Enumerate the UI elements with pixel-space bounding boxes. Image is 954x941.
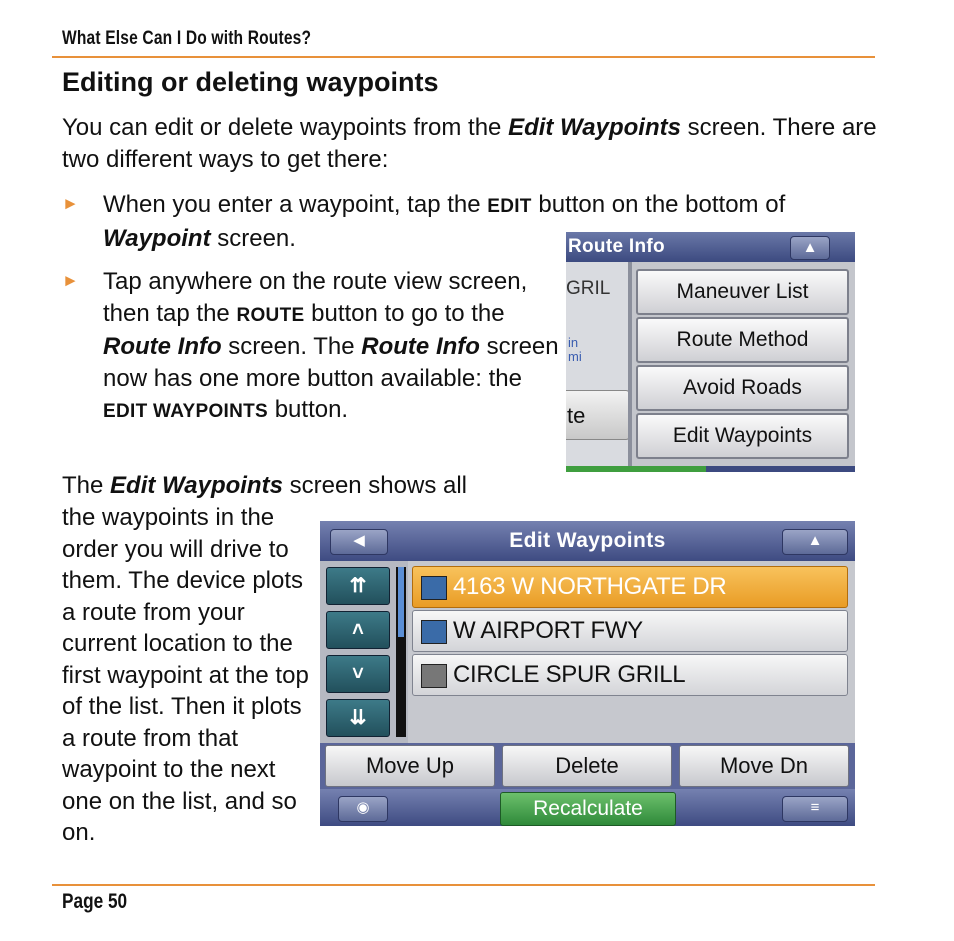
flag-icon	[421, 620, 447, 644]
flag-icon	[421, 576, 447, 600]
intro-text-a: You can edit or delete waypoints from the	[62, 114, 509, 141]
restaurant-icon	[421, 664, 447, 688]
intro-text-b: screen. There are two different ways to get there:	[62, 114, 877, 173]
bullet2-text-e: button.	[268, 396, 349, 423]
waypoint-row[interactable]	[412, 566, 848, 608]
volume-button[interactable]	[338, 796, 388, 822]
route-info-north-button[interactable]	[790, 236, 830, 260]
edit-waypoints-button[interactable]: Edit Waypoints	[636, 413, 849, 459]
maneuver-list-button[interactable]: Maneuver List	[636, 269, 849, 315]
para2-text-b: screen shows all	[282, 472, 468, 499]
recalculate-button[interactable]: Recalculate	[500, 792, 676, 826]
back-arrow-icon: ◀	[353, 532, 365, 549]
bullet1-button-name: EDIT	[487, 196, 532, 217]
route-info-left-small: in mi	[568, 335, 582, 364]
route-info-bottom-green	[566, 466, 706, 472]
bullet1-emphasis: Waypoint	[103, 224, 211, 252]
route-info-title: Route Info	[568, 236, 665, 257]
avoid-roads-button[interactable]: Avoid Roads	[636, 365, 849, 411]
intro-emphasis: Edit Waypoints	[508, 114, 681, 141]
footer-rule	[52, 884, 875, 886]
route-info-left-button-label: te	[567, 403, 586, 428]
bullet1-text-b: button on the bottom of	[531, 191, 786, 218]
move-down-button[interactable]: Move Dn	[679, 745, 849, 787]
route-info-left-button[interactable]	[566, 390, 630, 440]
speaker-icon: ◉	[356, 799, 370, 816]
paragraph-2-body: the waypoints in the order you will drive to them. The device plots a route from your current location to the first waypoint at the top of the list. Then it plots a route from that waypoint to the next one on the list, and so on.	[62, 504, 309, 846]
para2-text-a: The	[62, 472, 111, 499]
scroll-up-button[interactable]: ˄	[326, 611, 390, 649]
bullet2-button-name: ROUTE	[236, 304, 305, 326]
bullet2-emphasis-2: Route Info	[361, 333, 480, 360]
menu-button[interactable]	[782, 796, 848, 822]
bullet2-text-b: button to go to the	[304, 299, 505, 327]
para2-emphasis: Edit Waypoints	[110, 472, 283, 499]
menu-icon: ≡	[810, 799, 820, 816]
bullet-marker-2: ►	[62, 271, 79, 290]
scroll-down-button[interactable]: ˅	[326, 655, 390, 693]
bullet2-emphasis-1: Route Info	[103, 333, 222, 360]
scrollbar-thumb[interactable]	[398, 567, 404, 637]
bullet1-text-c: screen.	[210, 224, 296, 252]
paragraph-2-first-line	[62, 470, 532, 502]
waypoint-row[interactable]	[412, 610, 848, 652]
header-rule	[52, 56, 875, 58]
scroll-bottom-button[interactable]: ⇊	[326, 699, 390, 737]
route-method-button[interactable]: Route Method	[636, 317, 849, 363]
delete-button[interactable]: Delete	[502, 745, 672, 787]
north-up-button[interactable]	[782, 529, 848, 555]
bullet-marker-1: ►	[62, 194, 79, 213]
route-info-divider	[628, 262, 632, 472]
move-up-button[interactable]: Move Up	[325, 745, 495, 787]
waypoint-label: CIRCLE SPUR GRILL	[453, 661, 686, 688]
route-info-screenshot	[566, 232, 855, 472]
bullet2-button-name-2: EDIT WAYPOINTS	[103, 401, 269, 422]
running-head: What Else Can I Do with Routes?	[62, 28, 312, 49]
bullet2-text-d: screen now has one more button available: the	[103, 333, 559, 392]
waypoint-row[interactable]	[412, 654, 848, 696]
bullet1-text-a: When you enter a waypoint, tap the	[103, 191, 488, 218]
scrollbar-track[interactable]	[396, 567, 406, 737]
bullet2-text-a: Tap anywhere on the route view screen, then tap the	[103, 268, 528, 327]
route-info-left-fragment: GRIL	[566, 278, 611, 299]
intro-paragraph	[62, 112, 882, 175]
page-number: Page 50	[62, 890, 128, 913]
edit-waypoints-title: Edit Waypoints	[509, 529, 666, 552]
scroll-top-button[interactable]: ⇈	[326, 567, 390, 605]
compass-icon: ▲	[802, 239, 818, 256]
waypoint-label: 4163 W NORTHGATE DR	[453, 573, 727, 600]
bullet-item-2	[103, 266, 563, 428]
bullet2-text-c: screen. The	[221, 333, 362, 360]
edit-waypoints-screenshot	[320, 521, 855, 826]
section-heading: Editing or deleting waypoints	[62, 67, 439, 97]
waypoint-label: W AIRPORT FWY	[453, 617, 643, 644]
compass-icon: ▲	[807, 532, 823, 549]
